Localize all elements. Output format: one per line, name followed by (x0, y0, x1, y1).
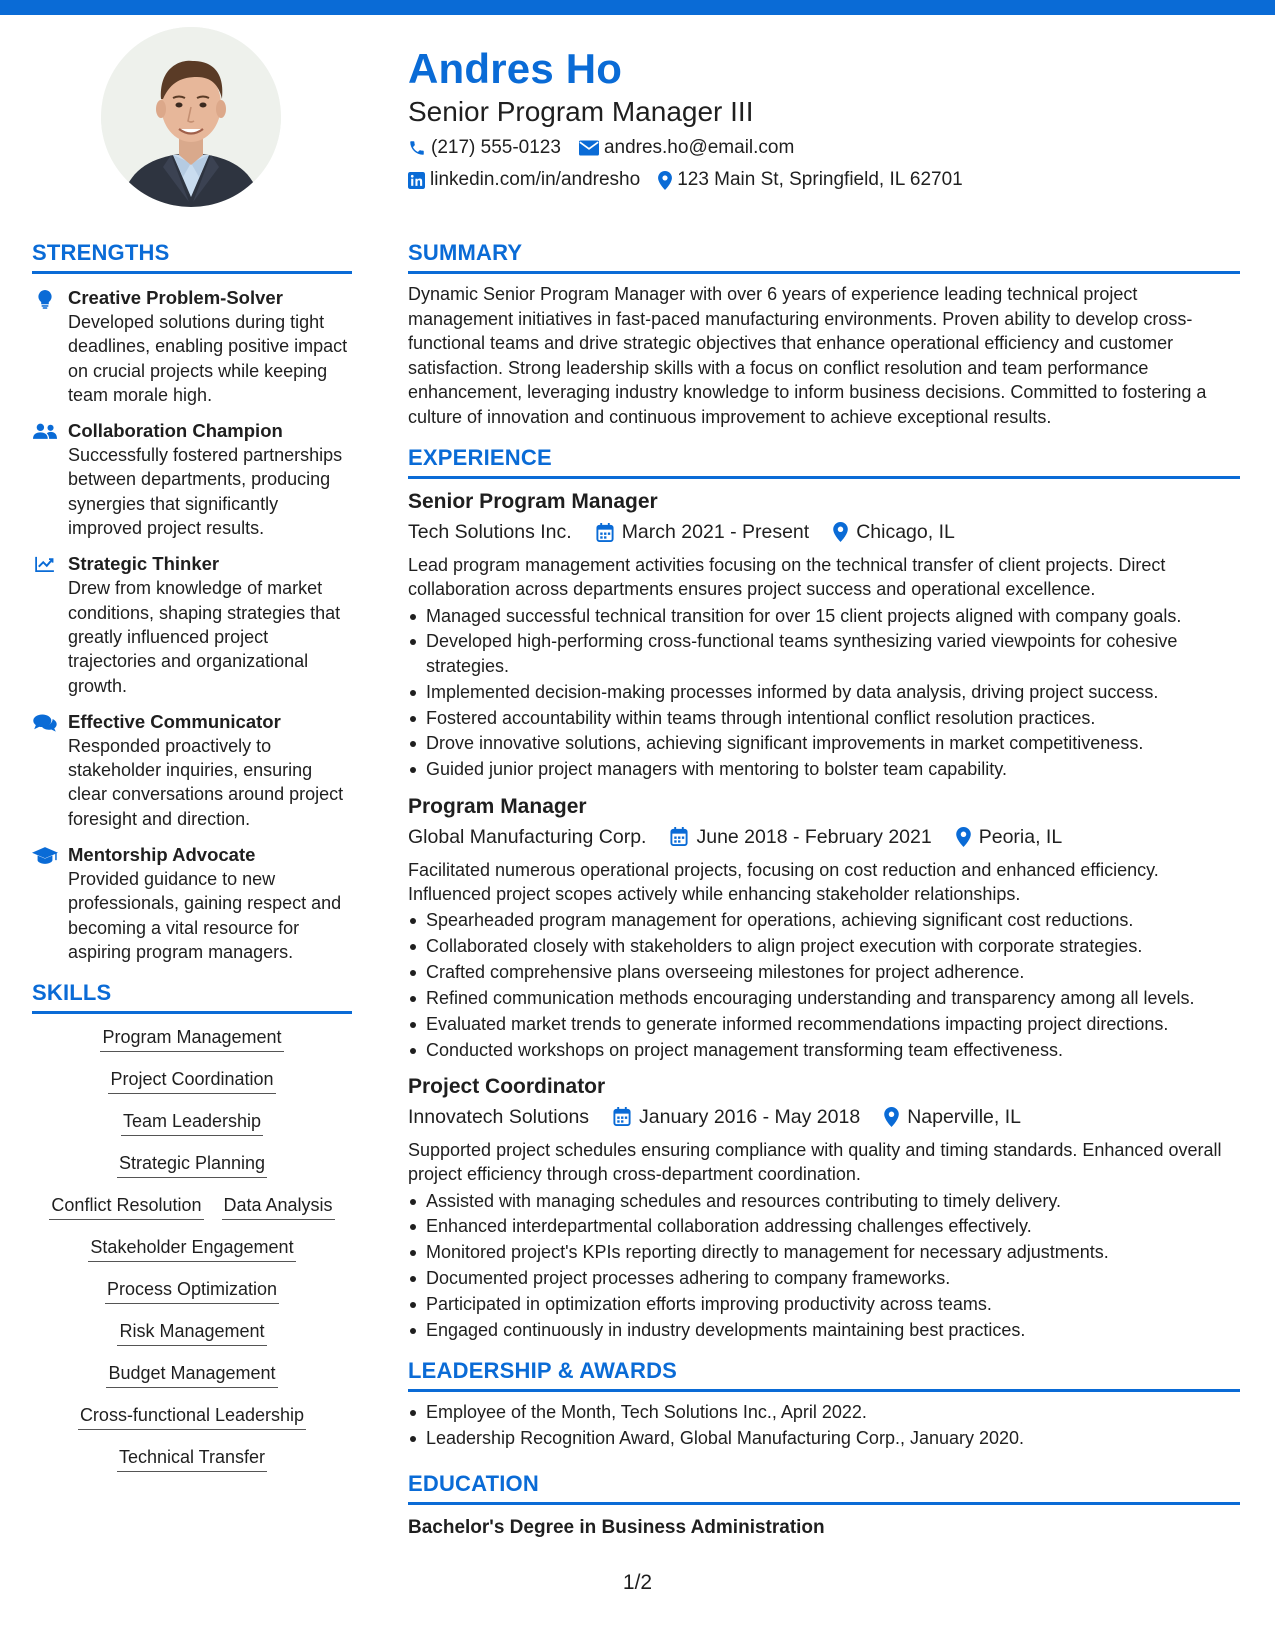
graduation-cap-icon (32, 843, 58, 964)
skill-tag: Process Optimization (105, 1276, 279, 1304)
job-location-text: Peoria, IL (978, 825, 1063, 848)
strength-desc: Developed solutions during tight deadlines, enabling positive impact on crucial projects while keeping team morale high. (68, 312, 348, 405)
job-role: Project Coordinator (408, 1074, 606, 1098)
skills-heading: SKILLS (32, 978, 352, 1014)
skill-tag: Conflict Resolution (49, 1192, 203, 1220)
job-dates (596, 517, 810, 547)
strength-title: Strategic Thinker (68, 553, 220, 575)
job-bullets (408, 1189, 1240, 1343)
skill-tag: Stakeholder Engagement (88, 1234, 295, 1262)
skill-tag: Cross-functional Leadership (78, 1402, 306, 1430)
users-icon (32, 419, 58, 540)
summary-heading: SUMMARY (408, 238, 1240, 274)
job-bullets (408, 908, 1240, 1062)
top-accent-bar (0, 0, 1275, 15)
skill-tag: Program Management (100, 1024, 283, 1052)
email-contact (579, 134, 794, 162)
strength-desc: Responded proactively to stakeholder inquiries, ensuring clear conversations around project foresight and direction. (68, 735, 344, 829)
job-meta (408, 517, 1240, 547)
job-dates (613, 1102, 860, 1132)
experience-list (408, 487, 1240, 1342)
job-location (884, 1102, 1021, 1132)
job-bullets (408, 604, 1240, 782)
strengths-heading: STRENGTHS (32, 238, 352, 274)
strength-desc: Drew from knowledge of market conditions, shaping strategies that greatly influenced project trajectories and organizational growth. (68, 578, 341, 696)
map-pin-icon (956, 827, 971, 847)
left-column (32, 238, 352, 1472)
strength-desc: Provided guidance to new professionals, gaining respect and becoming a vital resource for aspiring program managers. (68, 869, 342, 962)
job-bullet: Guided junior project managers with mentoring to bolster team capability. (408, 757, 1240, 781)
lightbulb-icon (32, 286, 58, 407)
calendar-icon (596, 523, 614, 542)
job-bullet: Developed high-performing cross-functional teams synthesizing varied viewpoints for cohesive strategies. (408, 629, 1240, 678)
contact-row-2 (408, 166, 1238, 194)
resume-header (408, 44, 1238, 194)
skill-tag: Team Leadership (121, 1108, 263, 1136)
strengths-list (32, 286, 352, 964)
job-bullet: Collaborated closely with stakeholders to align project execution with corporate strategies. (408, 934, 1240, 958)
job-role: Program Manager (408, 794, 587, 818)
strength-item (32, 843, 352, 964)
job-bullet: Fostered accountability within teams through intentional conflict resolution practices. (408, 706, 1240, 730)
job-company: Tech Solutions Inc. (408, 521, 572, 543)
skill-tag: Project Coordination (108, 1066, 275, 1094)
awards-heading: LEADERSHIP & AWARDS (408, 1356, 1240, 1392)
envelope-icon (579, 140, 599, 156)
job-location (956, 822, 1062, 852)
strength-item (32, 552, 352, 697)
strength-title: Effective Communicator (68, 710, 281, 732)
strength-title: Creative Problem-Solver (68, 287, 283, 308)
job-bullet: Implemented decision-making processes informed by data analysis, driving project success. (408, 680, 1240, 704)
job-dates-text: March 2021 - Present (621, 521, 810, 543)
linkedin-url[interactable]: linkedin.com/in/andresho (430, 169, 641, 190)
contact-row-1 (408, 134, 1238, 162)
strength-item (32, 710, 352, 831)
strength-item (32, 286, 352, 407)
address-contact (658, 166, 963, 194)
job-company: Global Manufacturing Corp. (408, 825, 647, 848)
job-entry (408, 487, 1240, 782)
candidate-name: Andres Ho (408, 45, 623, 92)
job-meta (408, 822, 1240, 852)
phone-icon (408, 139, 426, 157)
right-column (408, 238, 1240, 1541)
candidate-title: Senior Program Manager III (408, 96, 754, 127)
job-location (833, 517, 955, 547)
job-company: Innovatech Solutions (408, 1105, 590, 1128)
profile-photo (101, 27, 281, 207)
job-dates-text: June 2018 - February 2021 (696, 825, 932, 848)
job-bullet: Engaged continuously in industry developments maintaining best practices. (408, 1318, 1240, 1342)
job-bullet: Drove innovative solutions, achieving significant improvements in market competitiveness. (408, 731, 1240, 755)
job-bullet: Monitored project's KPIs reporting directly to management for necessary adjustments. (408, 1240, 1240, 1264)
summary-text: Dynamic Senior Program Manager with over 6 years of experience leading technical project management initiatives in fast-paced manufacturing environments. Proven ability to develop cross-functional teams and drive strategic objectives that enhance operational efficiency and customer satisfaction. Strong leadership skills with a focus on conflict resolution and team performance enhancement, leveraging industry knowledge to inform business decisions. Committed to fostering a culture of innovation and continuous improvement to achieve exceptional results. (408, 284, 1207, 427)
skill-tag: Budget Management (106, 1360, 277, 1388)
job-location-text: Naperville, IL (907, 1105, 1021, 1128)
skill-tag: Risk Management (117, 1318, 266, 1346)
linkedin-contact (408, 166, 640, 194)
comments-icon (32, 710, 58, 831)
job-meta (408, 1102, 1240, 1132)
education-heading: EDUCATION (408, 1469, 1240, 1505)
job-bullet: Documented project processes adhering to company frameworks. (408, 1266, 1240, 1290)
job-bullet: Evaluated market trends to generate informed recommendations impacting project directions. (408, 1012, 1240, 1036)
skill-tag: Strategic Planning (117, 1150, 267, 1178)
job-bullet: Spearheaded program management for operations, achieving significant cost reductions. (408, 908, 1240, 932)
skill-tag: Data Analysis (222, 1192, 335, 1220)
phone-number[interactable]: (217) 555-0123 (431, 137, 561, 158)
awards-list (408, 1400, 1240, 1450)
calendar-icon (613, 1107, 631, 1126)
chart-line-icon (32, 552, 58, 697)
experience-heading: EXPERIENCE (408, 443, 1240, 479)
map-pin-icon (833, 522, 848, 542)
skill-tag: Technical Transfer (117, 1444, 267, 1472)
job-bullet: Participated in optimization efforts improving productivity across teams. (408, 1292, 1240, 1316)
map-pin-icon (884, 1107, 899, 1127)
job-dates-text: January 2016 - May 2018 (639, 1105, 861, 1128)
linkedin-icon (408, 172, 425, 189)
job-description: Lead program management activities focusing on the technical transfer of client projects. Direct collaboration across departments ensures project success and operational excellence. (408, 555, 1166, 600)
job-description: Facilitated numerous operational projects, focusing on cost reduction and enhanced efficiency. Influenced project scopes actively while enhancing stakeholder relationships. (408, 859, 1159, 904)
calendar-icon (670, 827, 688, 846)
strength-desc: Successfully fostered partnerships between departments, producing synergies that significantly improved project results. (68, 445, 343, 539)
strength-title: Mentorship Advocate (68, 844, 256, 866)
job-bullet: Refined communication methods encouraging understanding and transparency among all levels. (408, 986, 1240, 1010)
strength-title: Collaboration Champion (68, 420, 283, 442)
job-bullet: Managed successful technical transition for over 15 client projects aligned with company goals. (408, 604, 1240, 628)
email-address[interactable]: andres.ho@email.com (603, 137, 795, 158)
phone-contact (408, 134, 561, 162)
skills-list (32, 1024, 352, 1472)
map-pin-icon (658, 171, 672, 190)
strength-item (32, 419, 352, 540)
award-item: Employee of the Month, Tech Solutions Inc., April 2022. (408, 1400, 1240, 1424)
job-bullet: Conducted workshops on project management transforming team effectiveness. (408, 1038, 1240, 1062)
job-description: Supported project schedules ensuring compliance with quality and timing standards. Enhanced overall project efficiency through cross-department coordination. (408, 1139, 1222, 1185)
award-item: Leadership Recognition Award, Global Manufacturing Corp., January 2020. (408, 1426, 1240, 1450)
job-bullet: Enhanced interdepartmental collaboration addressing challenges effectively. (408, 1214, 1240, 1238)
street-address: 123 Main St, Springfield, IL 62701 (677, 169, 963, 190)
job-bullet: Crafted comprehensive plans overseeing milestones for project adherence. (408, 960, 1240, 984)
job-entry (408, 1072, 1240, 1342)
job-bullet: Assisted with managing schedules and resources contributing to timely delivery. (408, 1189, 1240, 1213)
job-role: Senior Program Manager (408, 490, 658, 513)
job-location-text: Chicago, IL (856, 521, 955, 543)
job-entry (408, 792, 1240, 1062)
degree-title: Bachelor's Degree in Business Administration (408, 1516, 825, 1538)
page-number: 1/2 (622, 1571, 653, 1594)
job-dates (670, 822, 931, 852)
